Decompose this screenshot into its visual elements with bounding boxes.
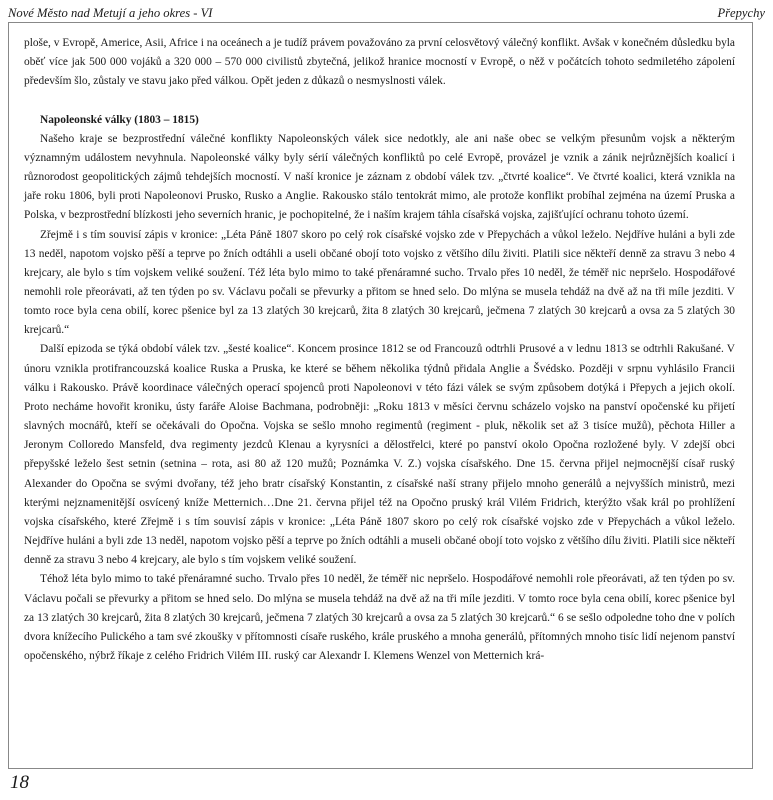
text-frame [8, 22, 753, 769]
intro-paragraph: ploše, v Evropě, Americe, Asii, Africe i na oceánech a je tudíž právem považováno za první celosvětový válečný konflikt. Avšak v konečném důsledku byla oběť více jak 500 000 vojáků a 320 000 – 570 000 civilistů zbytečná, jelikož hranice mocností v Evropě, o něž v počátcích tohoto sedmiletého zápolení především šlo, zůstaly ve stavu jako před válkou. Opět jeden z důkazů o nesmyslnosti válek. [24, 37, 735, 88]
paragraph-1: Našeho kraje se bezprostřední válečné konflikty Napoleonských válek sice nedotkly, ale ani naše obec se velkým přesunům vojsk a některým významným událostem nevyhnula. Napoleonské války byly sérií válečných konfliktů po celé Evropě, provázel je vznik a zánik nejrůznějších koalicí i různorodost geopolitických zájmů tehdejších mocností. V naší kronice je záznam z období válek tzv. „čtvrté koalice“. Ve čtvrté koalici, která vznikla na jaře roku 1806, byli proti Napoleonovi Prusko, Rusko a Anglie. Rakousko stálo tentokrát mimo, ale protože konflikt probíhal zejména na území Pruska a Polska, v bezprostřední blízkosti jeho severních hranic, je pochopitelné, že i naším krajem táhla císařská vojska, zajišťující ochranu tohoto území. [24, 132, 735, 222]
body-text [24, 34, 735, 666]
section-heading: Napoleonské války (1803 – 1815) [40, 113, 199, 126]
paragraph-4: Téhož léta bylo mimo to také přenáramné sucho. Trvalo přes 10 neděl, že téměř nic nepršelo. Hospodářové nemohli role přeorávati, až ten týden po sv. Václavu počali se převurky a přitom se hned selo. Do mlýna se musela tehdáž na dvě až na tři míle jezditi. V tomto roce byla cena obilí, korec pšenice byl za 13 zlatých 30 krejcarů, žita 8 zlatých 30 krejcarů, ječmena 7 zlatých 30 krejcarů a ovsa za 5 zlatých 30 krejcarů.“ 6 se sešlo odpoledne toho dne v polích dvora knížecího Pulického a tam své zkoušky v přítomnosti císaře ruského, krále pruského a mnoha generálů, přítomných mnoho tisíc lidí nejenom panství opočenského, nýbrž říkaje z celého Fridrich Vilém III. ruský car Alexandr I. Klemens Wenzel von Metternich krá- [24, 573, 735, 662]
running-head-chapter: Přepychy [717, 6, 765, 20]
running-head-title: Nové Město nad Metují a jeho okres - VI [8, 6, 213, 20]
paragraph-2: Zřejmě i s tím souvisí zápis v kronice: „Léta Páně 1807 skoro po celý rok císařské vojsko zde v Přepychách a vůkol leželo. Nejdříve huláni a byli zde 13 neděl, napotom vojsko pěší a teprve po žních odtáhli a useli občané obojí toto vojsko z většího dílu živiti. Platili sice někteří denně za stravu 3 nebo 4 krejcary, ale bylo s tím vojskem veliké soužení. Též léta bylo mimo to také přenáramné sucho. Trvalo přes 10 neděl, že téměř nic nepršelo. Hospodářové nemohli role přeorávati, až ten týden po sv. Václavu počali se převurky a přitom se hned selo. Do mlýna se musela tehdáž na dvě až na tři míle jezditi. V tomto roce byla cena obilí, korec pšenice byl za 13 zlatých 30 krejcarů, žita 8 zlatých 30 krejcarů, ječmena 7 zlatých 30 krejcarů a ovsa za 5 zlatých 30 krejcarů.“ [24, 228, 735, 337]
page-number: 18 [10, 772, 29, 793]
running-head [8, 6, 765, 22]
paragraph-gap [24, 91, 735, 110]
paragraph-3: Další epizoda se týká období válek tzv. „šesté koalice“. Koncem prosince 1812 se od Francouzů odtrhli Prusové a v lednu 1813 se odtrhli Rakušané. V únoru vznikla protifrancouzská koalice Ruska a Pruska, ke které se během několika týdnů přidala Anglie a Švédsko. Později v srpnu vyhlásilo Francii válku i Rakousko. Právě koordinace válečných operací spojenců proti Napoleonovi v této fázi válek se svým způsobem dotýká i Přepych a jejich okolí. Proto necháme hovořit kroniku, ústy faráře Aloise Bachmana, podrobněji: „Roku 1813 v měsíci červnu scházelo vojsko na panství opočenské ku přijetí slavných mocnářů, kteří se očekávali do Opočna. Vojska se sešlo mnoho regimentů (regiment - pluk, několik set až 3 tisíce mužů), pěchota Hiller a Jeronym Colloredo Mansfeld, dva regimenty jezdců Klenau a kyrysníci a dělostřelci, které po panství okolo Opočna rozložené byly. V zdejší obci přepyšské leželo šest setnin (setnina – rota, asi 80 až 120 mužů; Poznámka V. Z.) vojska císařského. Dne 15. června přijel nejmocnější císař ruský Alexander do Opočna se svými dvořany, též jeho bratr císařský Konstantin, z císařské naší strany přijelo mnoho generálů a nejvyšších ministrů, mezi kterými nejznamenitější osvícený kníže Metternich…Dne 21. června přijel též na Opočno pruský král Vilém Fridrich, kterýžto však král po prohlížení vojska císařského, které Zřejmě i s tím souvisí zápis v kronice: „Léta Páně 1807 skoro po celý rok císařské vojsko zde v Přepychách a vůkol leželo. Nejdříve huláni a byli zde 13 neděl, napotom vojsko pěší a teprve po žních odtáhli a museli občané obojí toto vojsko z většího dílu živiti. Platili sice někteří denně za stravu 3 nebo 4 krejcary, ale bylo s tím vojskem veliké soužení. [24, 343, 735, 567]
